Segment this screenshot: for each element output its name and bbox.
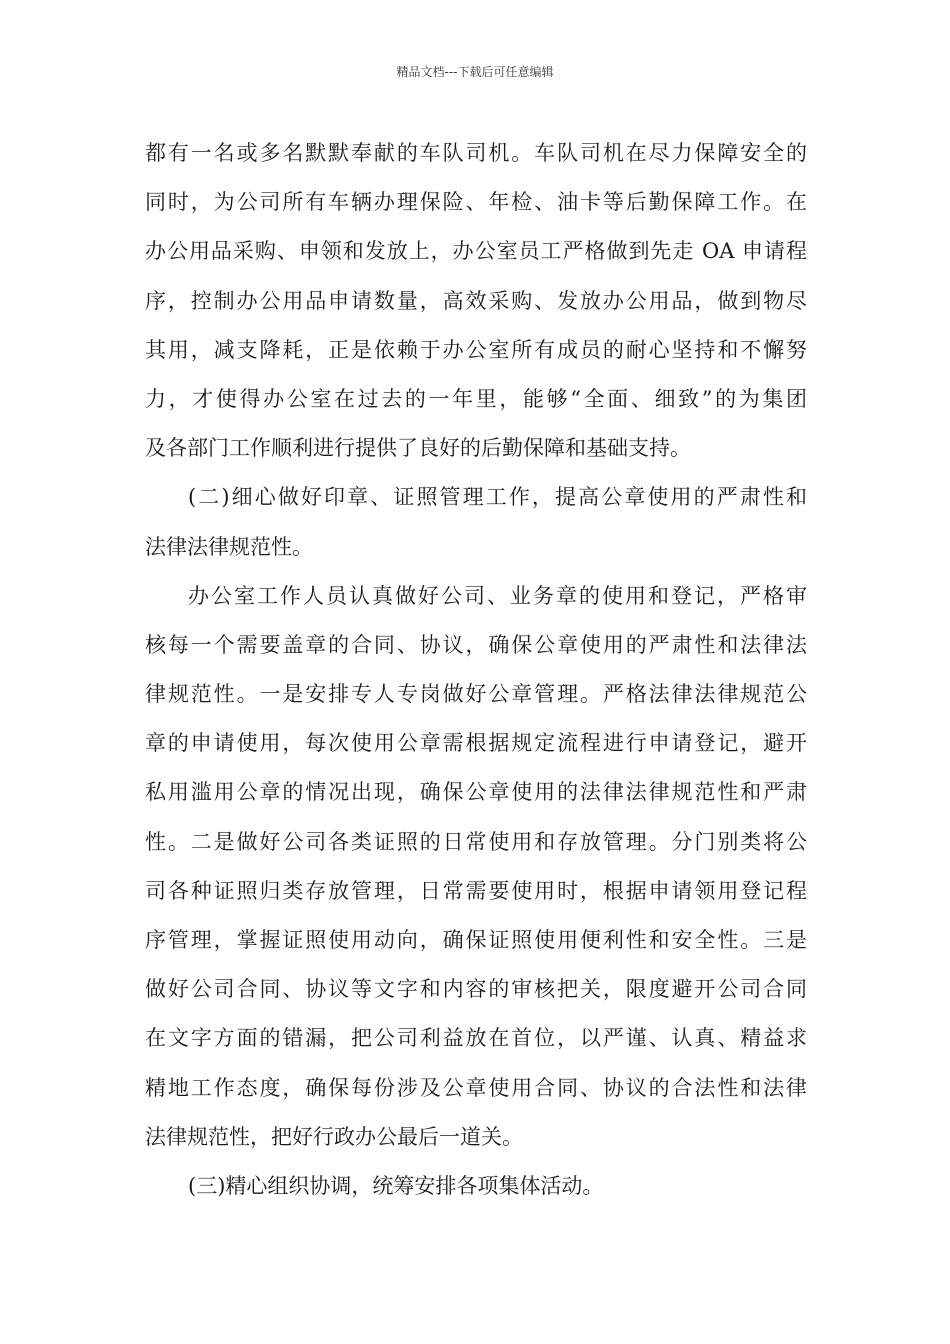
- text-line: 律规范性。一是安排专人专岗做好公章管理。严格法律法律规范公: [145, 682, 807, 707]
- text-line: 章的申请使用，每次使用公章需根据规定流程进行申请登记，避开: [145, 731, 807, 756]
- text-line: 同时，为公司所有车辆办理保险、年检、油卡等后勤保障工作。在: [145, 190, 807, 215]
- text-line: 性。二是做好公司各类证照的日常使用和存放管理。分门别类将公: [145, 829, 807, 854]
- section-heading-group-activities: [145, 1162, 807, 1211]
- text-line: 办公室工作人员认真做好公司、业务章的使用和登记，严格审: [188, 583, 807, 608]
- paragraph-seal-management: [145, 572, 807, 1162]
- text-line: 司各种证照归类存放管理，日常需要使用时，根据申请领用登记程: [145, 878, 807, 903]
- text-line: (三)精心组织协调，统筹安排各项集体活动。: [188, 1173, 604, 1198]
- text-line: 核每一个需要盖章的合同、协议，确保公章使用的严肃性和法律法: [145, 632, 807, 657]
- text-line: 序，控制办公用品申请数量，高效采购、发放办公用品，做到物尽: [145, 288, 807, 313]
- text-line: 精地工作态度，确保每份涉及公章使用合同、协议的合法性和法律: [145, 1075, 807, 1100]
- text-line: 办公用品采购、申领和发放上，办公室员工严格做到先走 OA 申请程: [145, 239, 807, 264]
- text-line: 力，才使得办公室在过去的一年里，能够“全面、细致”的为集团: [145, 386, 807, 411]
- text-line: 法律法律规范性。: [145, 534, 313, 559]
- text-line: 都有一名或多名默默奉献的车队司机。车队司机在尽力保障安全的: [145, 141, 807, 165]
- text-line: 在文字方面的错漏，把公司利益放在首位，以严谨、认真、精益求: [145, 1026, 807, 1051]
- document-body: [145, 129, 807, 1211]
- text-line: 私用滥用公章的情况出现，确保公章使用的法律法律规范性和严肃: [145, 780, 807, 805]
- section-heading-seal-management: [145, 473, 807, 571]
- paragraph-logistics: [145, 129, 807, 473]
- text-line: 其用，减支降耗，正是依赖于办公室所有成员的耐心坚持和不懈努: [145, 337, 807, 362]
- text-line: (二)细心做好印章、证照管理工作，提高公章使用的严肃性和: [188, 485, 807, 510]
- text-line: 及各部门工作顺利进行提供了良好的后勤保障和基础支持。: [145, 436, 691, 461]
- text-line: 做好公司合同、协议等文字和内容的审核把关，限度避开公司合同: [145, 977, 807, 1002]
- page-header: 精品文档---下载后可任意编辑: [396, 65, 554, 79]
- text-line: 序管理，掌握证照使用动向，确保证照使用便利性和安全性。三是: [145, 928, 807, 952]
- text-line: 法律规范性，把好行政办公最后一道关。: [145, 1124, 523, 1149]
